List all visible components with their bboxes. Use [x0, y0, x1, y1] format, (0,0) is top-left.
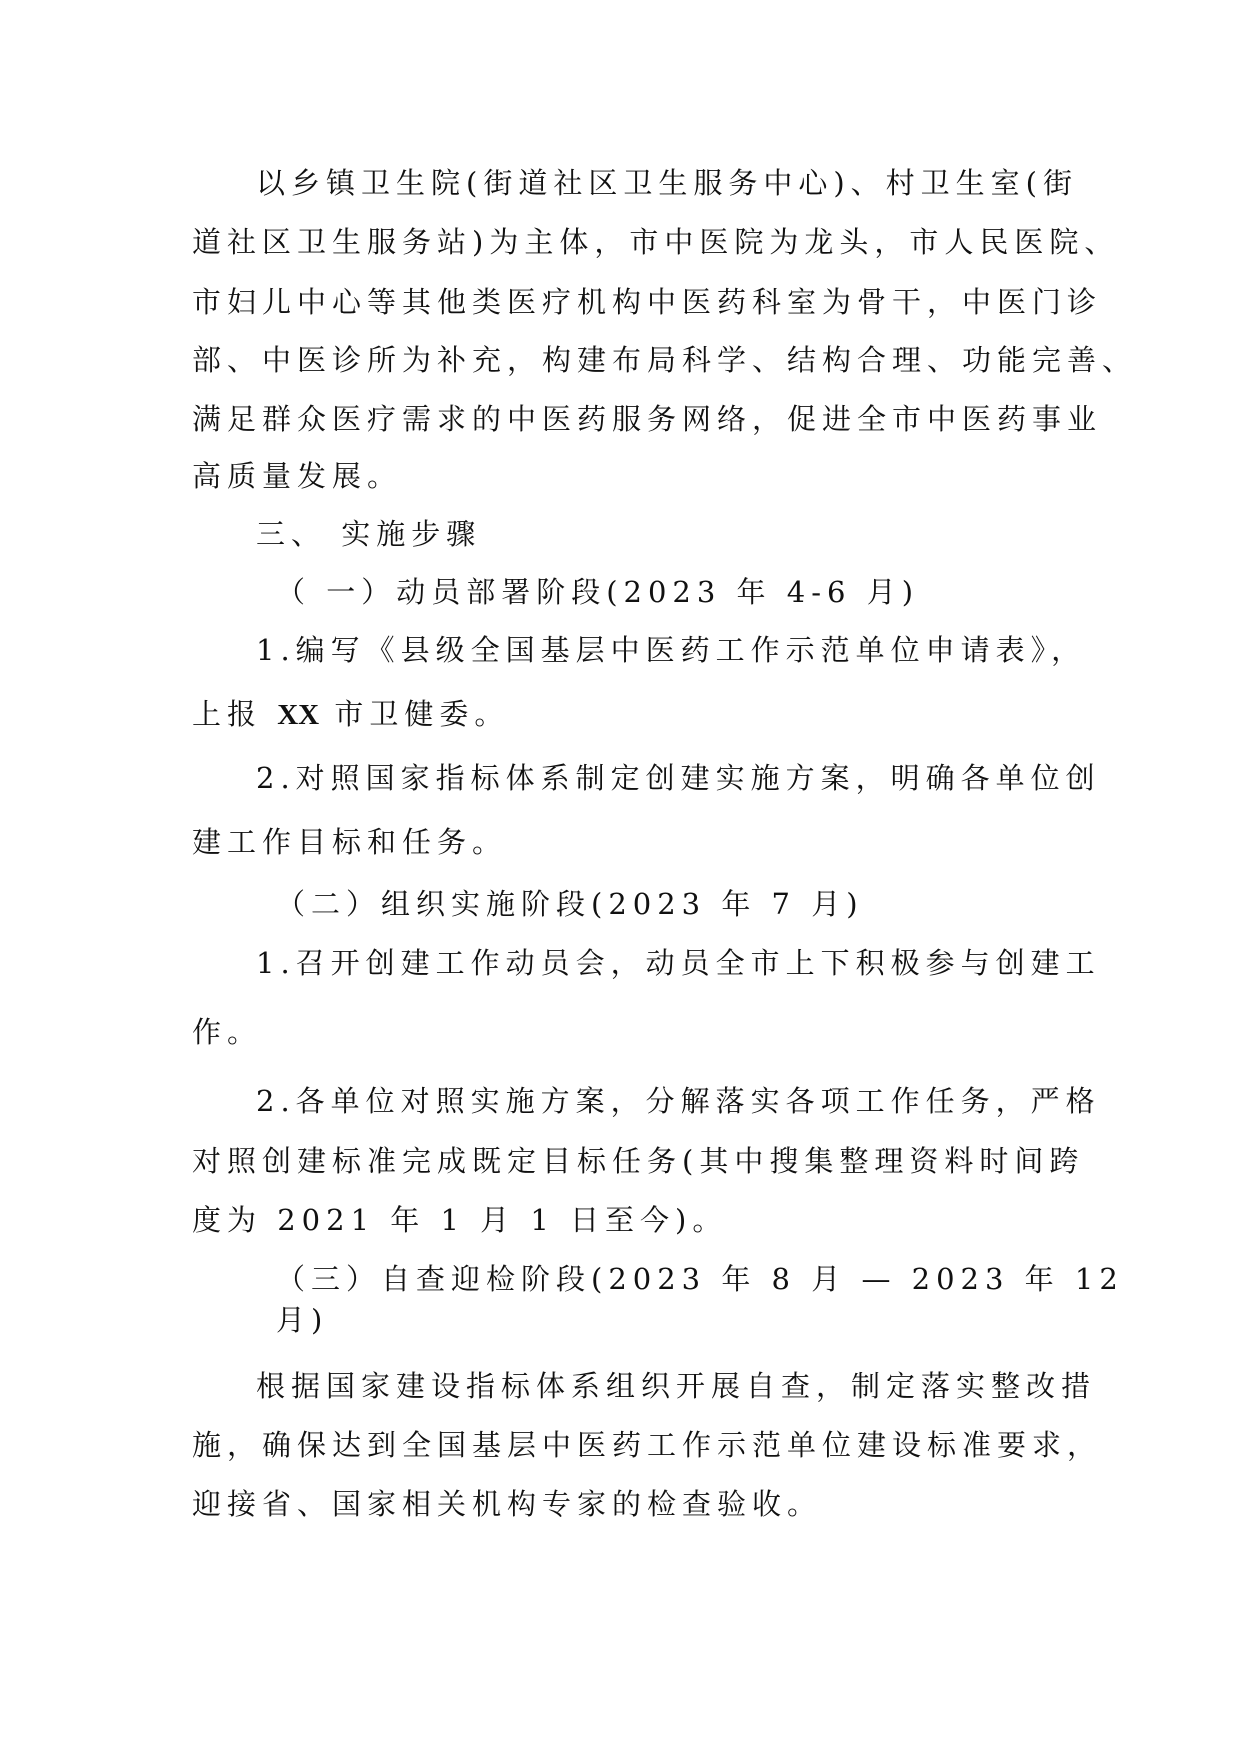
- stage3-para-line-2: 施，确保达到全国基层中医药工作示范单位建设标准要求，: [192, 1428, 1103, 1462]
- stage1-item1-line-1: 1.编写《县级全国基层中医药工作示范单位申请表》，: [256, 633, 1087, 667]
- stage2-item2-line-3: 度为 2021 年 1 月 1 日至今)。: [192, 1203, 728, 1237]
- para1-line-3: 市妇儿中心等其他类医疗机构中医药科室为骨干，中医门诊: [192, 285, 1103, 319]
- stage2-item1-line-2: 作。: [192, 1015, 263, 1049]
- para1-line-5: 满足群众医疗需求的中医药服务网络，促进全市中医药事业: [192, 402, 1103, 436]
- stage3-para-line-3: 迎接省、国家相关机构专家的检查验收。: [192, 1487, 823, 1521]
- city-placeholder-xx: XX: [277, 699, 320, 731]
- stage3-heading-line-1: （三）自查迎检阶段(2023 年 8 月 — 2023 年 12: [276, 1262, 1124, 1296]
- para1-line-6: 高质量发展。: [192, 459, 403, 493]
- stage1-item1-suffix: 市卫健委。: [319, 697, 510, 731]
- stage2-item1-line-1: 1.召开创建工作动员会，动员全市上下积极参与创建工: [256, 946, 1101, 980]
- stage1-item2-line-1: 2.对照国家指标体系制定创建实施方案，明确各单位创: [256, 761, 1101, 795]
- para1-line-1: 以乡镇卫生院(街道社区卫生服务中心)、村卫生室(街: [256, 166, 1078, 200]
- stage1-item2-line-2: 建工作目标和任务。: [192, 825, 508, 859]
- stage1-item1-prefix: 上报: [192, 697, 278, 731]
- para1-line-2: 道社区卫生服务站)为主体，市中医院为龙头，市人民医院、: [192, 225, 1120, 259]
- stage1-heading: （ 一）动员部署阶段(2023 年 4-6 月): [276, 575, 920, 609]
- stage3-heading-line-2: 月): [276, 1303, 329, 1337]
- stage2-heading: （二）组织实施阶段(2023 年 7 月): [276, 887, 864, 921]
- section-heading-implementation-steps: 三、 实施步骤: [256, 517, 482, 551]
- stage2-item2-line-2: 对照创建标准完成既定目标任务(其中搜集整理资料时间跨: [192, 1144, 1085, 1178]
- stage1-item1-line-2: [192, 694, 509, 734]
- stage3-para-line-1: 根据国家建设指标体系组织开展自查，制定落实整改措: [256, 1369, 1097, 1403]
- para1-line-4: 部、中医诊所为补充，构建布局科学、结构合理、功能完善、: [192, 343, 1138, 377]
- stage2-item2-line-1: 2.各单位对照实施方案，分解落实各项工作任务，严格: [256, 1084, 1101, 1118]
